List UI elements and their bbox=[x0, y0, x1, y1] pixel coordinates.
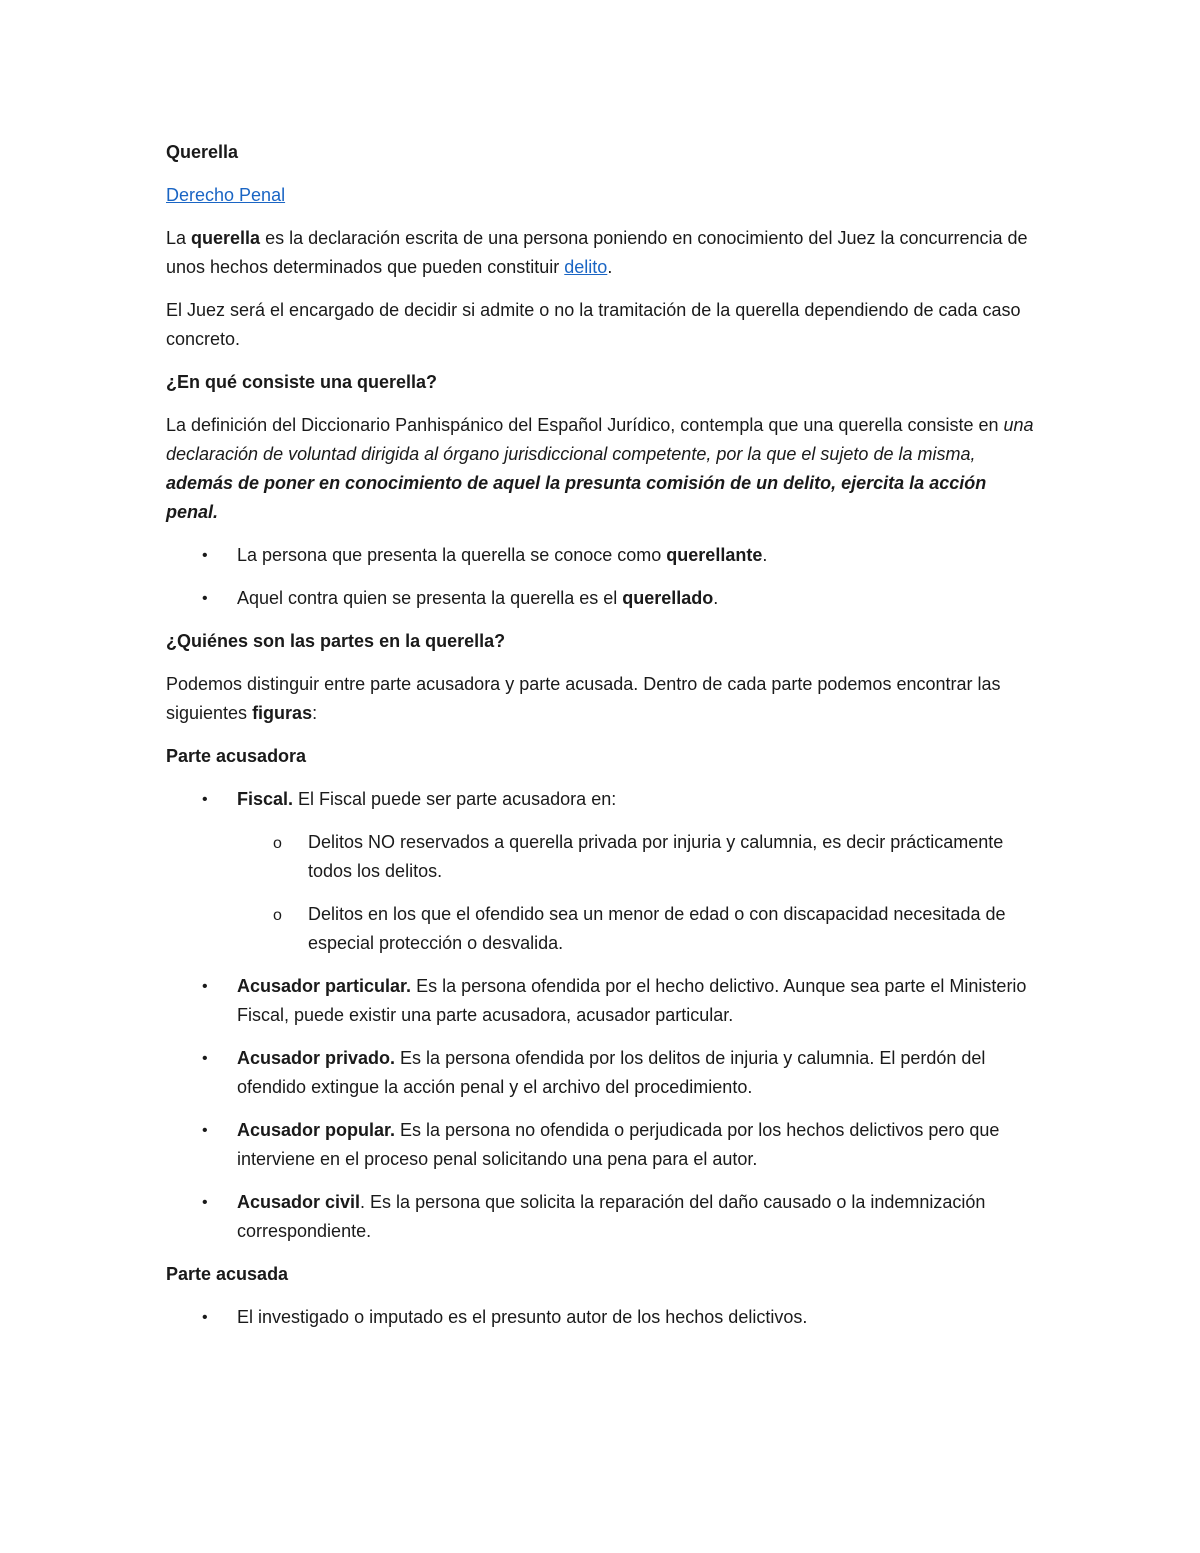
text-span: La bbox=[166, 228, 192, 248]
acusadora-list bbox=[166, 785, 1036, 1246]
bullet-icon: • bbox=[202, 1122, 208, 1139]
text-span: Delitos en los que el ofendido sea un menor de edad o con discapacidad necesitada de especial protección o desvalida. bbox=[308, 904, 1006, 953]
list-item bbox=[166, 1116, 1036, 1174]
definition-paragraph bbox=[166, 411, 1036, 527]
bold-term: querellado bbox=[622, 588, 714, 608]
delito-link[interactable]: delito bbox=[564, 257, 608, 277]
bold-term: Acusador particular. bbox=[237, 976, 412, 996]
bold-term: querella bbox=[191, 228, 261, 248]
text-span: : bbox=[312, 703, 318, 723]
text-span: Aquel contra quien se presenta la querella es el bbox=[237, 588, 623, 608]
bold-term: Acusador privado. bbox=[237, 1048, 396, 1068]
bullet-icon: • bbox=[202, 1194, 208, 1211]
list-item bbox=[166, 584, 1036, 613]
list-item bbox=[166, 1303, 1036, 1332]
text-span: es la declaración escrita de una persona poniendo en conocimiento del Juez la concurrencia de unos hechos determinados que pueden constituir bbox=[166, 228, 1028, 277]
section-heading-partes: ¿Quiénes son las partes en la querella? bbox=[166, 631, 506, 651]
list-item bbox=[166, 972, 1036, 1030]
bullet-icon: • bbox=[202, 791, 208, 808]
querella-roles-list bbox=[166, 541, 1036, 613]
partes-paragraph bbox=[166, 670, 1036, 728]
category-link[interactable]: Derecho Penal bbox=[166, 185, 286, 205]
document-page bbox=[166, 138, 1036, 1346]
circle-bullet-icon: o bbox=[273, 835, 282, 852]
text-span: . Es la persona que solicita la reparación del daño causado o la indemnización correspondiente. bbox=[237, 1192, 986, 1241]
list-item bbox=[166, 541, 1036, 570]
circle-bullet-icon: o bbox=[273, 907, 282, 924]
text-span: . bbox=[713, 588, 719, 608]
subheading-parte-acusada: Parte acusada bbox=[166, 1264, 289, 1284]
bold-term: Acusador civil bbox=[237, 1192, 361, 1212]
subheading-parte-acusadora: Parte acusadora bbox=[166, 746, 307, 766]
text-span: La persona que presenta la querella se conoce como bbox=[237, 545, 667, 565]
bullet-icon: • bbox=[202, 547, 208, 564]
fiscal-sublist bbox=[237, 828, 1036, 958]
text-span: El Fiscal puede ser parte acusadora en: bbox=[293, 789, 617, 809]
bold-term: figuras bbox=[252, 703, 313, 723]
bullet-icon: • bbox=[202, 590, 208, 607]
text-span: . bbox=[762, 545, 768, 565]
text-span: Delitos NO reservados a querella privada por injuria y calumnia, es decir prácticamente todos los delitos. bbox=[308, 832, 1004, 881]
acusada-list bbox=[166, 1303, 1036, 1332]
text-span: Es la persona ofendida por los delitos de injuria y calumnia. El perdón del ofendido extingue la acción penal y el archivo del procedimiento. bbox=[237, 1048, 986, 1097]
section-heading-consiste: ¿En qué consiste una querella? bbox=[166, 372, 438, 392]
sub-list-item bbox=[237, 900, 1036, 958]
text-span: Es la persona no ofendida o perjudicada por los hechos delictivos pero que interviene en el proceso penal solicitando una pena para el autor. bbox=[237, 1120, 1000, 1169]
list-item bbox=[166, 1044, 1036, 1102]
sub-list-item bbox=[237, 828, 1036, 886]
text-span: El investigado o imputado es el presunto autor de los hechos delictivos. bbox=[237, 1307, 808, 1327]
text-span: Es la persona ofendida por el hecho delictivo. Aunque sea parte el Ministerio Fiscal, puede existir una parte acusadora, acusador particular. bbox=[237, 976, 1027, 1025]
bullet-icon: • bbox=[202, 1309, 208, 1326]
bullet-icon: • bbox=[202, 978, 208, 995]
bold-term: querellante bbox=[666, 545, 763, 565]
intro-paragraph-2: El Juez será el encargado de decidir si admite o no la tramitación de la querella dependiendo de cada caso concreto. bbox=[166, 300, 1021, 349]
text-span: La definición del Diccionario Panhispánico del Español Jurídico, contempla que una querella consiste en bbox=[166, 415, 1004, 435]
intro-paragraph-1 bbox=[166, 224, 1036, 282]
italic-span: una declaración de voluntad dirigida al órgano jurisdiccional competente, por la que el sujeto de la misma, bbox=[166, 415, 1034, 464]
text-span: Podemos distinguir entre parte acusadora y parte acusada. Dentro de cada parte podemos encontrar las siguientes bbox=[166, 674, 1001, 723]
bold-term: Acusador popular. bbox=[237, 1120, 396, 1140]
document-title: Querella bbox=[166, 142, 239, 162]
text-span: . bbox=[607, 257, 613, 277]
category-paragraph bbox=[166, 181, 1036, 210]
list-item-fiscal bbox=[166, 785, 1036, 958]
bold-italic-span: además de poner en conocimiento de aquel la presunta comisión de un delito, ejercita la acción penal. bbox=[166, 473, 987, 522]
list-item bbox=[166, 1188, 1036, 1246]
bold-term: Fiscal. bbox=[237, 789, 294, 809]
bullet-icon: • bbox=[202, 1050, 208, 1067]
